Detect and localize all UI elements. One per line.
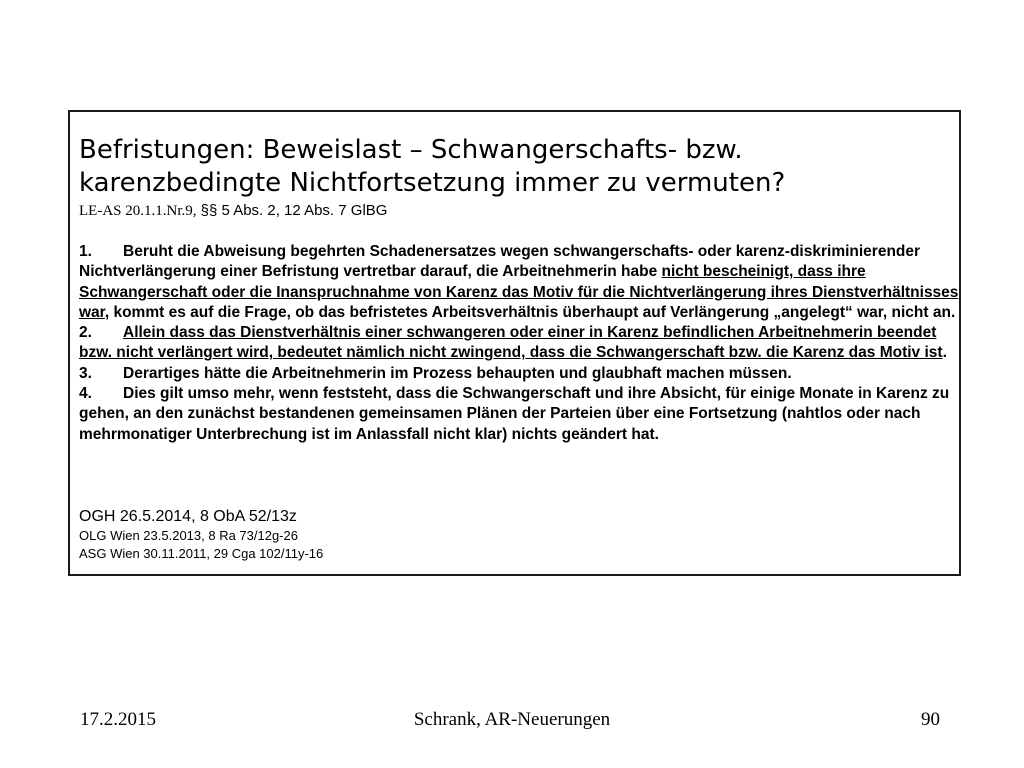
court-citations: [79, 507, 323, 563]
point-number: 3.: [79, 364, 92, 382]
point-1: [79, 242, 959, 323]
law-reference: [79, 201, 387, 221]
footer-author-title: Schrank, AR-Neuerungen: [413, 709, 611, 730]
footer-page-number: 90: [921, 709, 940, 730]
point-2: [79, 323, 959, 364]
footer-date: 17.2.2015: [80, 709, 156, 730]
point-text: Beruht die Abweisung begehrten Schadenersatzes wegen schwangerschafts- oder karenz-diskriminierender Nichtverlängerung einer Befristung vertretbar darauf, die Arbeitnehmerin habe: [79, 243, 921, 281]
reference-law: §§ 5 Abs. 2, 12 Abs. 7 GlBG: [196, 202, 388, 219]
point-text: , kommt es auf die Frage, ob das befristetes Arbeitsverhältnis überhaupt auf Verlängerung „angelegt“ war, nicht an.: [104, 303, 956, 321]
slide-title: Befristungen: Beweislast – Schwangerschafts- bzw. karenzbedingte Nichtfortsetzung immer zu vermuten?: [79, 135, 786, 198]
point-text-underlined: Allein dass das Dienstverhältnis einer schwangeren oder einer in Karenz befindlichen Arbeitnehmerin beendet bzw. nicht verlängert wird, bedeutet nämlich nicht zwingend, dass die Schwangerschaft bzw. die Karenz das Motiv ist: [79, 324, 943, 362]
citation-labour-court: ASG Wien 30.11.2011, 29 Cga 102/11y-16: [79, 546, 324, 561]
citation-supreme-court: OGH 26.5.2014, 8 ObA 52/13z: [79, 508, 297, 525]
point-3: [79, 364, 959, 384]
point-4: [79, 384, 959, 445]
point-text: .: [942, 344, 947, 362]
point-number: 2.: [79, 324, 92, 342]
citation-appeal-court: OLG Wien 23.5.2013, 8 Ra 73/12g-26: [79, 528, 298, 543]
point-text: Derartiges hätte die Arbeitnehmerin im Prozess behaupten und glaubhaft machen müssen.: [123, 364, 792, 382]
point-text-underlined: nicht bescheinigt, dass ihre Schwangerschaft oder die Inanspruchnahme von Karenz das Motiv für die Nichtverlängerung ihres Dienstverhältnisses war: [79, 263, 959, 321]
ruling-points: [79, 242, 959, 445]
point-number: 4.: [79, 385, 92, 403]
reference-code: LE-AS 20.1.1.Nr.9,: [79, 203, 197, 219]
point-text: Dies gilt umso mehr, wenn feststeht, dass die Schwangerschaft und ihre Absicht, für einige Monate in Karenz zu gehen, an den zunächst bestandenen gemeinsamen Plänen der Parteien über eine Fortsetzung (nahtlos oder nach mehrmonatiger Unterbrechung ist im Anlassfall nicht klar) nichts geändert hat.: [79, 385, 950, 443]
point-number: 1.: [79, 243, 92, 260]
